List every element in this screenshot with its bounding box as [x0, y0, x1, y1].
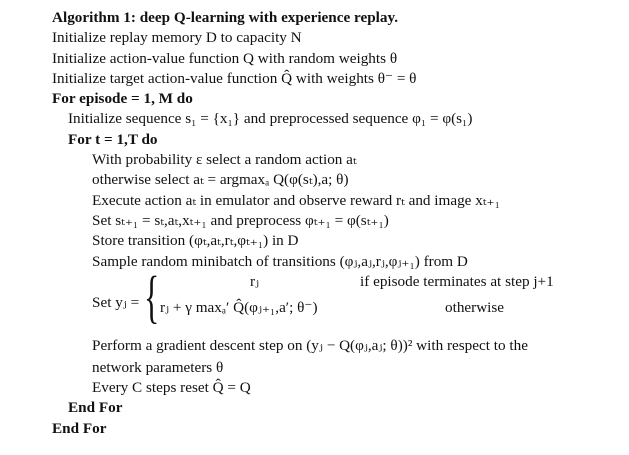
case-nonterminal-value: rⱼ + γ maxₐ′ Q̂(φⱼ₊₁,a′; θ⁻): [160, 298, 318, 316]
left-brace-symbol: {: [144, 263, 160, 329]
line-reset-target: Every C steps reset Q̂ = Q: [92, 379, 251, 397]
line-gradient-descent: Perform a gradient descent step on (yⱼ − Q(φⱼ,aⱼ; θ))² with respect to the: [92, 336, 528, 354]
line-epsilon-random-action: With probability ε select a random action aₜ: [92, 151, 357, 169]
algorithm-title: Algorithm 1: deep Q-learning with experience replay.: [52, 9, 399, 26]
line-for-t: For t = 1,T do: [68, 130, 158, 148]
set-y-label: Set yⱼ =: [92, 293, 140, 311]
line-init-target-action-value: Initialize target action-value function Q̂ with weights θ⁻ = θ: [52, 69, 417, 87]
line-sample-minibatch: Sample random minibatch of transitions (φⱼ,aⱼ,rⱼ,φⱼ₊₁) from D: [92, 252, 468, 270]
line-init-action-value: Initialize action-value function Q with random weights θ: [52, 49, 398, 67]
line-argmax-action: otherwise select aₜ = argmaxₐ Q(φ(sₜ),a; θ): [92, 171, 349, 189]
case-nonterminal-condition: otherwise: [445, 298, 505, 316]
line-init-sequence: Initialize sequence s₁ = {x₁} and preprocessed sequence φ₁ = φ(s₁): [68, 110, 473, 128]
line-store-transition: Store transition (φₜ,aₜ,rₜ,φₜ₊₁) in D: [92, 232, 299, 250]
line-init-replay-memory: Initialize replay memory D to capacity N: [52, 29, 302, 47]
case-terminal-value: rⱼ: [250, 272, 260, 290]
algorithm-block: [52, 8, 622, 439]
line-end-for-outer: End For: [52, 419, 107, 437]
line-execute-action: Execute action aₜ in emulator and observe reward rₜ and image xₜ₊₁: [92, 191, 500, 209]
set-y-cases: [52, 263, 622, 336]
case-terminal-condition: if episode terminates at step j+1: [360, 272, 554, 290]
line-set-next-state: Set sₜ₊₁ = sₜ,aₜ,xₜ₊₁ and preprocess φₜ₊₁ = φ(sₜ₊₁): [92, 211, 389, 229]
line-network-parameters: network parameters θ: [92, 358, 224, 376]
line-end-for-inner: End For: [68, 399, 123, 417]
line-for-episode: For episode = 1, M do: [52, 90, 193, 108]
